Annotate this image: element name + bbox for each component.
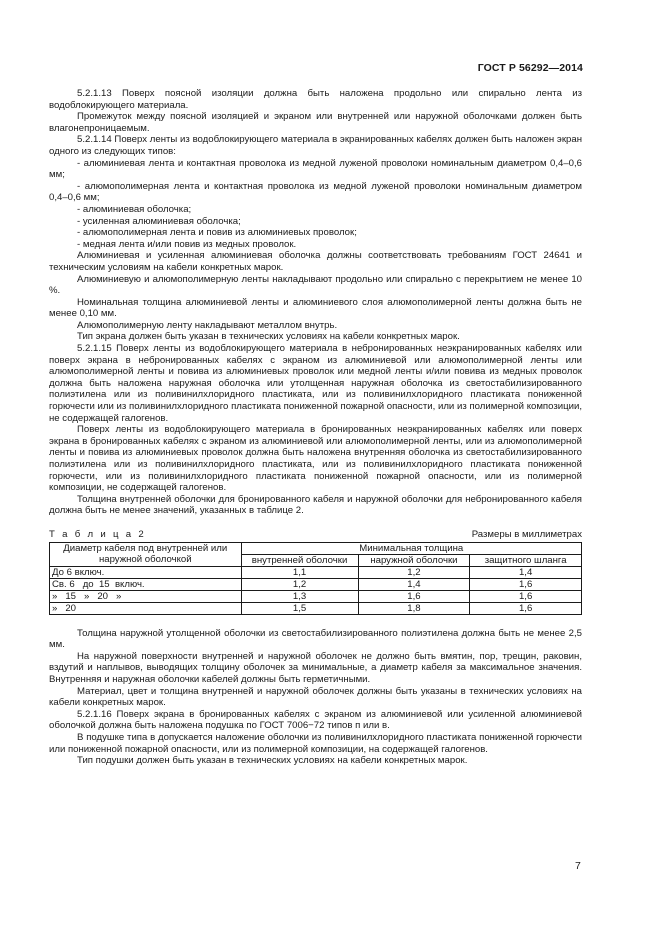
paragraphs-top xyxy=(49,88,582,517)
paragraph: Номинальная толщина алюминиевой ленты и алюминиевого слоя алюмополимерной ленты должна быть не менее 0,10 мм. xyxy=(49,296,582,320)
table-units: Размеры в миллиметрах xyxy=(471,528,582,540)
cell-diameter: До 6 включ. xyxy=(50,566,242,578)
document-code: ГОСТ Р 56292—2014 xyxy=(477,62,583,74)
paragraph: Алюминиевая и усиленная алюминиевая оболочка должны соответствовать требованиям ГОСТ 24641 и техническим условиям на кабели конкретных марок. xyxy=(49,250,582,273)
paragraph: Материал, цвет и толщина внутренней и наружной оболочек должны быть указаны в технических условиях на кабели конкретных марок. xyxy=(49,685,582,709)
cell-outer: 1,4 xyxy=(358,578,470,590)
cell-diameter: » 15 » 20 » xyxy=(50,590,242,602)
col-outer-header: наружной оболочки xyxy=(358,554,470,566)
cell-inner: 1,2 xyxy=(241,578,358,590)
cell-hose: 1,6 xyxy=(470,590,582,602)
paragraph: - алюмополимерная лента и повив из алюминиевых проволок; xyxy=(77,227,357,239)
paragraph: - алюминиевая оболочка; xyxy=(77,203,192,215)
paragraph: Поверх ленты из водоблокирующего материала в бронированных неэкранированных кабелях или поверх экрана в бронированных кабелях с экраном из алюминиевой или алюмополимерной ленты, или из алюмополимерной ленты и повива из алюминиевых проволок должна быть наложена внутренняя оболочка из светостабилизированного полиэтилена или из поливинилхлоридного пластиката, или из поливинилхлоридного пластиката пониженной горючести, или из поливинилхлоридного пластиката пониженной пожарной опасности, или из полимерной композиции, не содержащей галогенов. xyxy=(49,424,582,494)
paragraph: 5.2.1.15 Поверх ленты из водоблокирующего материала в небронированных неэкранированных кабелях или поверх экрана в небронированных кабелях с экраном из алюминиевой или алюмополимерной ленты или алюмополимерной ленты и повива из алюминиевых проволок или медной ленты и/или повива из медных проволок должна быть наложена наружная оболочка или утолщенная наружная оболочка из светостабилизированного полиэтилена или из поливинилхлоридного пластиката, или из поливинилхлоридного пластиката пониженной горючести или из поливинилхлоридного пластиката пониженной пожарной опасности, или из полимерной композиции, не содержащей галогенов. xyxy=(49,343,582,424)
cell-outer: 1,8 xyxy=(358,602,470,614)
paragraph: Алюмополимерную ленту накладывают металлом внутрь. xyxy=(77,319,338,331)
paragraph: Толщина внутренней оболочки для бронированного кабеля и наружной оболочки для небронированного кабеля должна быть не менее значений, указанных в таблице 2. xyxy=(49,493,582,517)
table-row xyxy=(50,566,582,578)
table-caption-row xyxy=(49,529,582,541)
paragraph: На наружной поверхности внутренней и наружной оболочек не должно быть вмятин, пор, трещин, раковин, вздутий и наплывов, выводящих толщину оболочек за минимальные, а диаметр кабеля за максимальное значения. Внутренняя и наружная оболочки кабелей должны быть герметичными. xyxy=(49,650,582,685)
thickness-table xyxy=(49,542,582,615)
col-inner-header: внутренней оболочки xyxy=(241,554,358,566)
page-content xyxy=(49,88,582,767)
paragraph: Алюминиевую и алюмополимерную ленты накладывают продольно или спирально с перекрытием не менее 10 %. xyxy=(49,273,582,297)
cell-outer: 1,6 xyxy=(358,590,470,602)
paragraph: 5.2.1.16 Поверх экрана в бронированных кабелях с экраном из алюминиевой или усиленной алюминиевой оболочкой должна быть наложена подушка по ГОСТ 7006−72 типов п или в. xyxy=(49,708,582,732)
paragraph: - медная лента и/или повив из медных проволок. xyxy=(77,238,297,250)
page-number: 7 xyxy=(575,860,581,872)
cell-hose: 1,6 xyxy=(470,578,582,590)
cell-hose: 1,6 xyxy=(470,602,582,614)
cell-inner: 1,1 xyxy=(241,566,358,578)
cell-outer: 1,2 xyxy=(358,566,470,578)
paragraph: - алюмополимерная лента и контактная проволока из медной луженой проволоки номинальным диаметром 0,4–0,6 мм; xyxy=(49,180,582,204)
col-group-header: Минимальная толщина xyxy=(241,542,581,554)
paragraphs-bottom xyxy=(49,628,582,767)
table-row xyxy=(50,590,582,602)
col-diameter-header: Диаметр кабеля под внутренней или наружной оболочкой xyxy=(50,542,242,566)
table-row xyxy=(50,578,582,590)
table-caption: Т а б л и ц а 2 xyxy=(49,528,146,540)
paragraph: - усиленная алюминиевая оболочка; xyxy=(77,215,241,227)
paragraph: В подушке типа в допускается наложение оболочки из поливинилхлоридного пластиката пониженной горючести или пониженной пожарной опасности, или из полимерной композиции, на содержащей галогенов. xyxy=(49,731,582,755)
col-hose-header: защитного шланга xyxy=(470,554,582,566)
paragraph: 5.2.1.13 Поверх поясной изоляции должна быть наложена продольно или спирально лента из водоблокирующего материала. xyxy=(49,88,582,111)
paragraph: Промежуток между поясной изоляцией и экраном или внутренней или наружной оболочками должен быть влагонепроницаемым. xyxy=(49,111,582,134)
paragraph: 5.2.1.14 Поверх ленты из водоблокирующего материала в экранированных кабелях должен быть наложен экран одного из следующих типов: xyxy=(49,134,582,157)
cell-diameter: » 20 xyxy=(50,602,242,614)
paragraph: Тип экрана должен быть указан в технических условиях на кабели конкретных марок. xyxy=(77,331,460,343)
cell-hose: 1,4 xyxy=(470,566,582,578)
paragraph: Толщина наружной утолщенной оболочки из светостабилизированного полиэтилена должна быть не менее 2,5 мм. xyxy=(49,627,582,651)
paragraph: - алюминиевая лента и контактная проволока из медной луженой проволоки номинальным диаметром 0,4–0,6 мм; xyxy=(49,157,582,181)
cell-inner: 1,5 xyxy=(241,602,358,614)
cell-inner: 1,3 xyxy=(241,590,358,602)
table-row xyxy=(50,602,582,614)
cell-diameter: Св. 6 до 15 включ. xyxy=(50,578,242,590)
paragraph: Тип подушки должен быть указан в технических условиях на кабели конкретных марок. xyxy=(77,755,468,767)
